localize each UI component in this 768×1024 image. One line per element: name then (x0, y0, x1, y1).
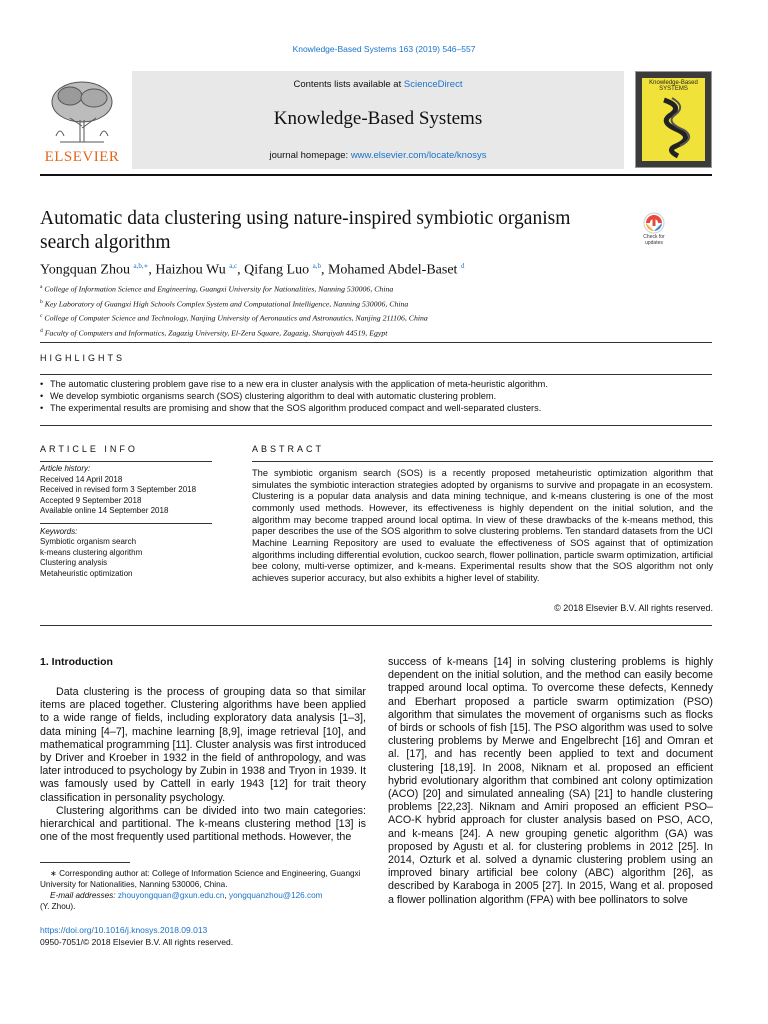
history-item: Received in revised form 3 September 2018 (40, 485, 197, 494)
abstract-bottom-rule (40, 625, 712, 626)
homepage-link[interactable]: www.elsevier.com/locate/knosys (350, 150, 487, 161)
intro-left-column (40, 686, 366, 844)
affiliation-sup: d (40, 327, 43, 334)
doi-link[interactable]: https://doi.org/10.1016/j.knosys.2018.09.013 (40, 925, 208, 935)
author-separator: , (320, 262, 328, 278)
issn-line: 0950-7051/© 2018 Elsevier B.V. All rights reserved. (40, 936, 234, 947)
footnote (40, 868, 370, 912)
keywords-label: Keywords: (40, 526, 78, 536)
intro-paragraph-1: Data clustering is the process of grouping data so that similar items are placed together. Clustering algorithms have been applied to a wide range of fields, including exploratory data analysis [1–3], data mining [4–7], machine learning [8,9], image retrieval [10], and mathematical programming [11]. Cluster analysis was first introduced by Driver and Kroeber in 1932 in the field of anthropology, and was later introduced to psychology by Zubin in 1938 and Tryon in 1939. It was famously used by Cattell in early 1943 [12] for trait theory classification in personality psychology. (40, 686, 366, 804)
footnote-rule (40, 862, 130, 863)
intro-paragraph-3: success of k-means [14] in solving clustering problems is highly dependent on the initial solution, and the method can easily become trapped around local optima. To overcome these defects, Kennedy and Eberhart proposed a particle swarm optimization (PSO) algorithm that simulates the movement of organisms such as flocks of birds or schools of fish [15]. The PSO algorithm was used to solve clustering problems by Merwe and Engelbrecht [16] and Omran et al. [17], and has recently been applied to text and document clustering [18,19]. In 2008, Niknam et al. proposed an efficient hybrid evolutionary algorithm that combined ant colony optimization (ACO) [20] and simulated annealing (SA) [21] to handle clustering problems [22,23]. Niknam and Amiri proposed an efficient PSO–ACO-K hybrid approach for cluster analysis based on PSO, ACO, and k-means [24]. A new grouping genetic algorithm (GA) was proposed by Agustı et al. for clustering problems in 2012 [25]. In 2014, Ozturk et al. solved a dynamic clustering problem using an improved binary artificial bee colony (ABC) algorithm [26], as described by Karaboga in 2005 [27]. In 2015, Wang et al. proposed a flower pollination algorithm (FPA) with bee pollinators to solve (388, 656, 713, 906)
history-item: Available online 14 September 2018 (40, 506, 169, 515)
author-affil-sup[interactable]: a,b (312, 262, 321, 270)
contents-line (132, 79, 624, 90)
author-name: Yongquan Zhou (40, 262, 130, 278)
highlights-label: HIGHLIGHTS (40, 353, 126, 363)
article-history (40, 475, 212, 517)
article-info-label: ARTICLE INFO (40, 444, 138, 454)
highlight-item: • We develop symbiotic organisms search (SOS) clustering algorithm to deal with automatic clustering problem. (40, 390, 712, 402)
email-separator: , (224, 891, 230, 900)
keyword-item: Symbiotic organism search (40, 537, 137, 546)
keywords-list (40, 537, 212, 579)
author-separator: , (237, 262, 245, 278)
author-name: Haizhou Wu (155, 262, 226, 278)
abstract-text: The symbiotic organism search (SOS) is a recently proposed metaheuristic optimization algorithm that simulates the symbiotic interaction strategies adopted by organisms to survive and propagate in an ecosystem. Clustering is a popular data analysis and data mining technique, and k-means clustering is one of the most commonly used methods. However, its effectiveness is highly dependent on the initial solution, and the algorithm may become trapped around local optima. In view of these drawbacks of the k-means method, this paper describes the use of the SOS algorithm to solve clustering problems. Ten standard datasets from the UCI Machine Learning Repository are used to evaluate the effectiveness of SOS against that of optimization algorithms including differential evolution, cuckoo search, flower pollination, particle swarm optimization, artificial bee colony, multi-verse optimizer, and k-means. Experimental results show that the SOS algorithm not only achieves superior accuracy, but also exhibits a higher level of stability. (252, 468, 713, 583)
email-link-1[interactable]: zhouyongquan@gxun.edu.cn (117, 891, 225, 900)
affiliation-text: College of Information Science and Engineering, Guangxi University for Nationalities, Nanning 530006, China (44, 284, 394, 294)
paper-title: Automatic data clustering using nature-inspired symbiotic organism search algorithm (40, 208, 571, 253)
check-updates-icon (636, 211, 672, 235)
author-separator: , (148, 262, 156, 278)
affiliation-text: Key Laboratory of Guangxi High Schools Complex System and Computational Intelligence, Nanning 530006, China (44, 299, 409, 309)
affil-rule (40, 342, 712, 343)
journal-title: Knowledge-Based Systems (273, 108, 483, 129)
badge-text (636, 235, 672, 246)
keyword-item: Clustering analysis (40, 558, 108, 567)
highlight-item: • The experimental results are promising and show that the SOS algorithm produced compact and well-separated clusters. (40, 402, 712, 414)
article-info (40, 464, 212, 579)
abstract-copyright: © 2018 Elsevier B.V. All rights reserved. (554, 603, 713, 613)
article-info-rule (40, 461, 212, 462)
highlights-list (40, 378, 712, 414)
intro-paragraph-2: Clustering algorithms can be divided into two main categories: hierarchical and partitional. The k-means clustering method [13] is one of the most frequently used partitional methods. However, the (40, 804, 366, 844)
intro-heading: 1. Introduction (40, 656, 113, 668)
journal-citation[interactable]: Knowledge-Based Systems 163 (2019) 546–557 (292, 44, 476, 54)
affiliation-list (40, 281, 712, 339)
badge-line-1: Check for (643, 234, 665, 240)
footnote-corresponding: Corresponding author at: College of Information Science and Engineering, Guangxi University for Nationalities, Nanning 530006, China. (40, 869, 361, 889)
author-list (40, 262, 712, 279)
highlights-rule (40, 374, 712, 375)
publisher-name: ELSEVIER (44, 149, 120, 165)
footnote-owner: (Y. Zhou). (40, 902, 76, 911)
affiliation-item (40, 325, 712, 340)
header-rule (40, 174, 712, 176)
affiliation-text: College of Computer Science and Technology, Nanjing University of Aeronautics and Astronautics, Nanjing 211106, China (44, 313, 428, 323)
affiliation-text: Faculty of Computers and Informatics, Zagazig University, El-Zera Square, Zagazig, Sharqiyah 44519, Egypt (44, 328, 388, 338)
affiliation-item (40, 310, 712, 325)
affiliation-sup: c (40, 313, 43, 320)
history-item: Accepted 9 September 2018 (40, 495, 142, 505)
homepage-line (132, 150, 624, 161)
author-affil-sup[interactable]: a,c (229, 262, 238, 270)
author-affil-sup[interactable]: a,b,∗ (133, 262, 149, 270)
abstract-label: ABSTRACT (252, 444, 325, 454)
elsevier-logo[interactable] (40, 76, 124, 166)
email-link-2[interactable]: yongquanzhou@126.com (229, 891, 323, 900)
elsevier-tree-icon (40, 76, 124, 148)
affiliation-item (40, 281, 712, 296)
highlights-bottom-rule (40, 425, 712, 426)
check-for-updates-badge[interactable] (636, 211, 672, 247)
cover-art-icon (642, 78, 705, 163)
journal-cover[interactable] (635, 71, 712, 168)
sciencedirect-link[interactable]: ScienceDirect (403, 79, 463, 90)
keywords-rule (40, 523, 212, 524)
cover-title: Knowledge-Based SYSTEMS (649, 80, 698, 92)
article-history-label: Article history: (40, 464, 91, 473)
homepage-prefix: journal homepage: (269, 150, 351, 161)
history-item: Received 14 April 2018 (40, 474, 123, 484)
cover-panel (642, 78, 705, 161)
badge-line-2: updates (645, 239, 663, 246)
intro-right-column (388, 656, 713, 907)
email-label: E-mail addresses: (50, 891, 116, 900)
highlight-item: • The automatic clustering problem gave rise to a new era in cluster analysis with the application of meta-heuristic algorithm. (40, 378, 712, 390)
author-name: Qifang Luo (244, 262, 310, 278)
affiliation-sup: a (40, 284, 43, 290)
footnote-star: ∗ (50, 869, 57, 878)
doi-block (40, 925, 233, 948)
affiliation-sup: b (40, 298, 43, 305)
author-name: Mohamed Abdel-Baset (327, 262, 458, 278)
contents-prefix: Contents lists available at (293, 79, 404, 90)
keyword-item: Metaheuristic optimization (40, 568, 133, 578)
keyword-item: k-means clustering algorithm (40, 547, 143, 557)
author-affil-sup[interactable]: d (460, 262, 465, 270)
affiliation-item (40, 296, 712, 311)
abstract-rule (252, 461, 713, 462)
